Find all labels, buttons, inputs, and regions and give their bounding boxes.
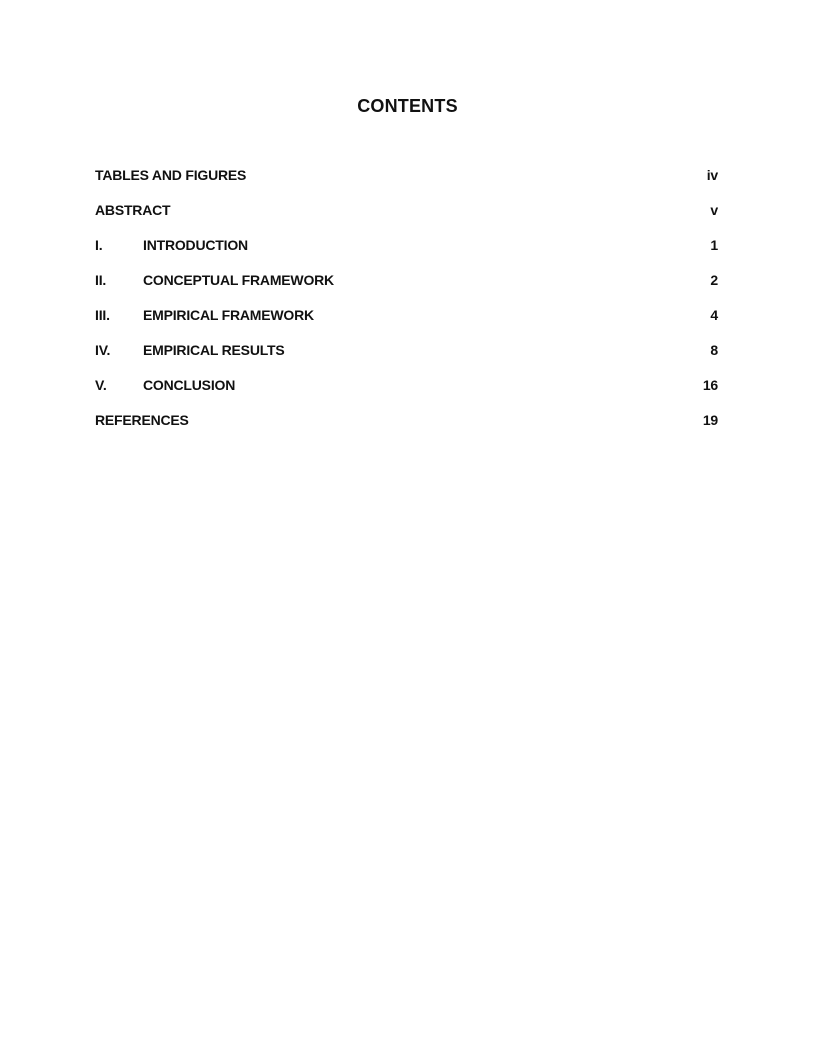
toc-entry-number: IV. (95, 342, 111, 358)
toc-entry-tables-and-figures[interactable] (95, 165, 718, 200)
toc-entry-empirical-framework[interactable] (95, 305, 718, 340)
toc-entry-page: 4 (710, 307, 718, 323)
page-title: CONTENTS (357, 96, 458, 116)
toc-entry-label: REFERENCES (95, 412, 189, 428)
toc-entry-number: III. (95, 307, 110, 323)
toc-entry-label: EMPIRICAL FRAMEWORK (143, 307, 314, 323)
toc-entry-label: ABSTRACT (95, 202, 171, 218)
toc-entry-page: 16 (702, 377, 718, 393)
toc-entry-page: 19 (702, 412, 718, 428)
toc-entry-conceptual-framework[interactable] (95, 270, 718, 305)
toc-entry-page: v (710, 202, 718, 218)
toc-entry-abstract[interactable] (95, 200, 718, 235)
toc-entry-page: 8 (710, 342, 718, 358)
toc-entry-label: EMPIRICAL RESULTS (143, 342, 285, 358)
toc-entry-references[interactable] (95, 410, 718, 445)
table-of-contents (95, 165, 718, 445)
toc-entry-page: 1 (710, 237, 718, 253)
toc-entry-number: II. (95, 272, 107, 288)
toc-entry-label: TABLES AND FIGURES (95, 167, 247, 183)
toc-entry-empirical-results[interactable] (95, 340, 718, 375)
toc-entry-page: iv (706, 167, 718, 183)
toc-entry-number: V. (95, 377, 107, 393)
toc-entry-introduction[interactable] (95, 235, 718, 270)
toc-entry-label: INTRODUCTION (143, 237, 248, 253)
toc-entry-page: 2 (710, 272, 718, 288)
toc-entry-conclusion[interactable] (95, 375, 718, 410)
toc-entry-label: CONCLUSION (143, 377, 236, 393)
toc-entry-number: I. (95, 237, 103, 253)
toc-entry-label: CONCEPTUAL FRAMEWORK (143, 272, 334, 288)
